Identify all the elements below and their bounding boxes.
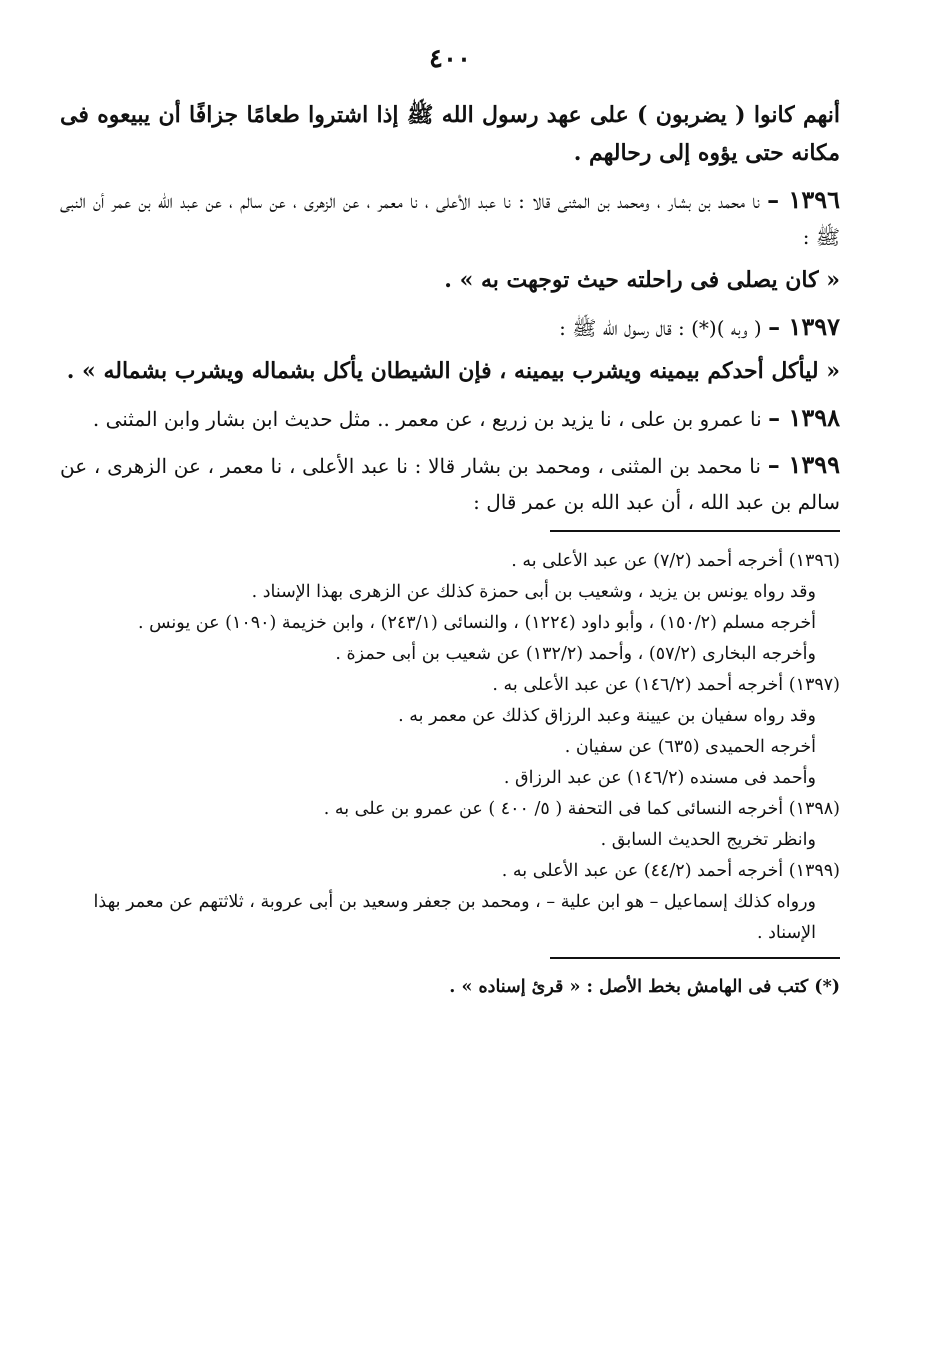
hadith-matn: « كان يصلى فى راحلته حيث توجهت به » . <box>444 267 840 293</box>
hadith-isnad: نا محمد بن المثنى ، ومحمد بن بشار قالا : نا عبد الأعلى ، نا معمر ، عن الزهرى ، عن سالم بن عبد الله ، أن عبد الله بن عمر قال : <box>60 454 840 514</box>
hadith-1398 <box>60 400 840 437</box>
hadith-number: ١٣٩٩ – <box>767 450 841 479</box>
note-line: (١٣٩٩) أخرجه أحمد (٤٤/٢) عن عبد الأعلى به . <box>501 861 840 881</box>
note-line: وقد رواه سفيان بن عيينة وعبد الرزاق كذلك عن معمر به . <box>398 706 816 726</box>
takhrij-notes <box>60 546 840 949</box>
footnote: (*) كتب فى الهامش بخط الأصل : « قرئ إسناده » . <box>449 977 840 997</box>
note-line: (١٣٩٨) أخرجه النسائى كما فى التحفة ( ٥/ ٤٠٠ ) عن عمرو بن على به . <box>323 799 840 819</box>
hadith-number: ١٣٩٦ – <box>767 185 840 214</box>
document-page <box>60 44 840 1015</box>
intro-paragraph: أنهم كانوا ( يضربون ) على عهد رسول الله ﷺ إذا اشتروا طعامًا جزافًا أن يبيعوه فى مكانه حتى يؤوه إلى رحالهم . <box>60 102 840 166</box>
note-line: (١٣٩٧) أخرجه أحمد (١٤٦/٢) عن عبد الأعلى به . <box>492 675 840 695</box>
hadith-isnad: نا محمد بن بشار ، ومحمد بن المثنى قالا : نا عبد الأعلى ، نا معمر ، عن الزهرى ، عن سالم ، عن عبد الله بن عمر أن النبى ﷺ : <box>60 189 840 249</box>
note-line: (١٣٩٦) أخرجه أحمد (٧/٢) عن عبد الأعلى به . <box>511 551 840 571</box>
hadith-matn: « ليأكل أحدكم بيمينه ويشرب بيمينه ، فإن الشيطان يأكل بشماله ويشرب بشماله » . <box>66 358 840 384</box>
hadith-isnad: نا عمرو بن على ، نا يزيد بن زريع ، عن معمر .. مثل حديث ابن بشار وابن المثنى . <box>92 407 762 431</box>
hadith-1399 <box>60 447 840 520</box>
hadith-number: ١٣٩٨ – <box>768 403 840 432</box>
hadith-1397 <box>60 309 840 390</box>
note-line: وأخرجه البخارى (٥٧/٢) ، وأحمد (١٣٢/٢) عن شعيب بن أبى حمزة . <box>335 644 816 664</box>
page-number: ٤٠٠ <box>429 44 471 74</box>
footnote-divider <box>550 957 840 959</box>
hadith-1396 <box>60 182 840 299</box>
note-line: وقد رواه يونس بن يزيد ، وشعيب بن أبى حمزة كذلك عن الزهرى بهذا الإسناد . <box>251 582 816 602</box>
note-line: أخرجه الحميدى (٦٣٥) عن سفيان . <box>564 737 816 757</box>
hadith-isnad: ( وبه )(*) : قال رسول الله ﷺ : <box>559 316 762 340</box>
note-line: وانظر تخريج الحديث السابق . <box>600 830 816 850</box>
note-line: وأحمد فى مسنده (١٤٦/٢) عن عبد الرزاق . <box>503 768 816 788</box>
note-line: أخرجه مسلم (١٥٠/٢) ، وأبو داود (١٢٢٤) ، والنسائى (٢٤٣/١) ، وابن خزيمة (١٠٩٠) عن يونس . <box>138 613 816 633</box>
note-line: ورواه كذلك إسماعيل – هو ابن علية – ، ومحمد بن جعفر وسعيد بن أبى عروبة ، ثلاثتهم عن معمر بهذا الإسناد . <box>93 892 816 943</box>
notes-divider <box>550 530 840 532</box>
hadith-number: ١٣٩٧ – <box>768 312 840 341</box>
